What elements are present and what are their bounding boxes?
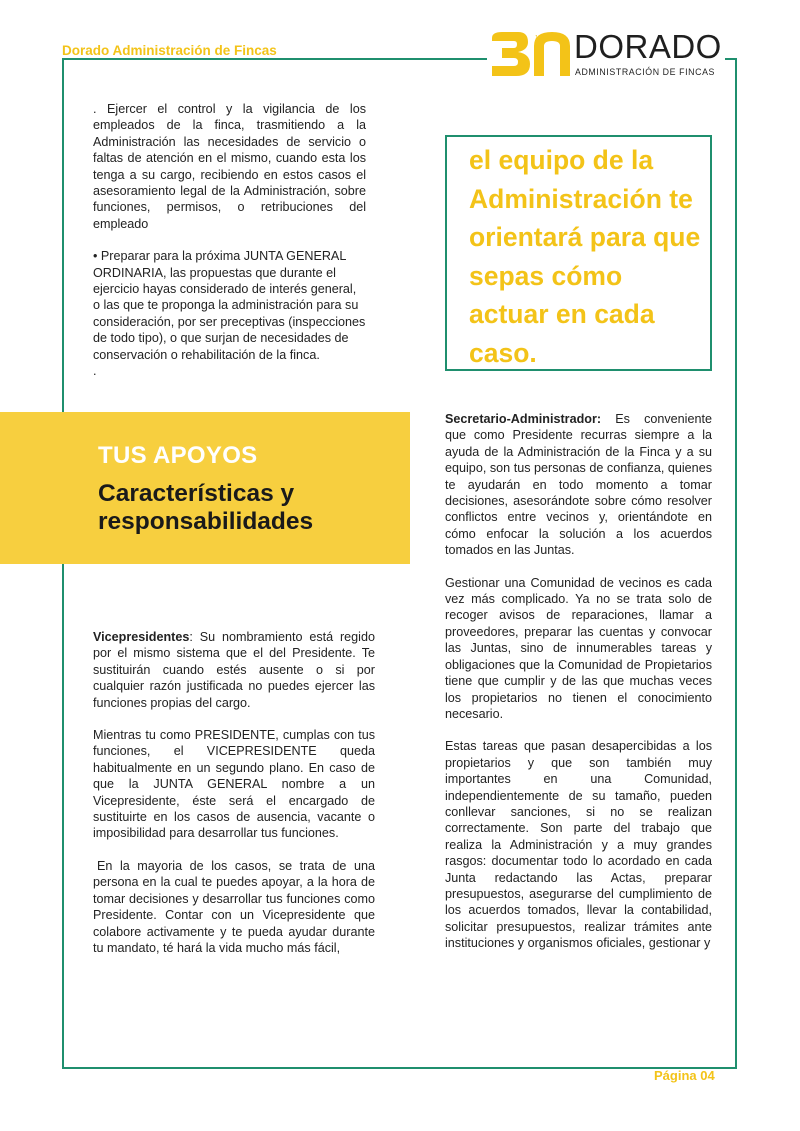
paragraph-gestionar: Gestionar una Comunidad de vecinos es cada vez más complicado. Ya no se trata solo de recoger avisos de reparaciones, llamar a proveedores, preparar las cuentas y convocar las Juntas, sino de innumerables tareas y obligaciones que la Comunidad de Propietarios tiene que cumplir y de las que muchas veces los propietarios no tienen el conocimiento necesario.: [445, 575, 712, 721]
quote-box: [445, 135, 712, 371]
logo-name: DORADO: [574, 28, 722, 65]
logo-years: 1989/2019: [535, 35, 564, 41]
col1-bottom-text: [93, 629, 375, 956]
section-subtitle: Características y responsabilidades: [98, 480, 314, 535]
frame-left-line-lower: [62, 564, 64, 1069]
frame-top-line: [62, 58, 487, 60]
section-header-box: [0, 412, 410, 564]
paragraph-junta-general: • Preparar para la próxima JUNTA GENERAL ORDINARIA, las propuestas que durante el ejercicio hayas considerado de interés general, o las que te proponga la administración para su consideración, por ser preceptivas (inspecciones de todo tipo), o que surjan de necesidades de conservación o rehabilitación de la finca.: [93, 249, 366, 362]
col1-top-text: [93, 101, 366, 380]
section-title: TUS APOYOS: [98, 442, 258, 469]
header-title: Dorado Administración de Fincas: [62, 43, 277, 58]
company-logo: [488, 30, 728, 82]
secretario-label: Secretario-Administrador:: [445, 412, 602, 426]
paragraph-employees: . Ejercer el control y la vigilancia de los empleados de la finca, trasmitiendo a la Administración las necesidades de servicio o faltas de atención en el mismo, cuando esta los tenga a su cargo, recibiendo en estos casos el asesoramiento legal de la Administración, sobre funciones, permisos, o retribuciones del empleado: [93, 102, 366, 231]
paragraph-tareas: Estas tareas que pasan desapercibidas a los propietarios y que son también muy importantes en una Comunidad, independientemente de su tamaño, pueden conllevar sanciones, si no se realizan correctamente. Son parte del trabajo que realiza la Administración y a muy grandes rasgos: documentar todo lo acordado en cada Junta redactando las Actas, preparar presupuestos, asegurarse del cumplimiento de los acuerdos tomados, llevar la contabilidad, solicitar presupuestos, realizar trámites ante instituciones y organismos oficiales, gestionar y: [445, 739, 712, 951]
page-number: Página 04: [654, 1068, 715, 1083]
paragraph-end-dot: .: [93, 364, 97, 379]
paragraph-presidente-funciones: Mientras tu como PRESIDENTE, cumplas con tus funciones, el VICEPRESIDENTE queda habitualmente en un segundo plano. En caso de que la JUNTA GENERAL nombre a un Vicepresidente, éste será el encargado de sustituirte en los casos de ausencia, vacante o imposibilidad para desarrollar tus funciones.: [93, 728, 375, 841]
paragraph-vicepresidentes: [93, 629, 375, 711]
frame-right-line: [735, 58, 737, 1069]
col2-text: [445, 411, 712, 952]
vicepresidentes-label: Vicepresidentes: [93, 630, 190, 644]
paragraph-apoyo: En la mayoria de los casos, se trata de una persona en la cual te puedes apoyar, a la hora de tomar decisiones y desarrollar tus funciones como Presidente. Contar con un Vicepresidente que colabore activamente y te pueda ayudar durante tu mandato, té hará la vida mucho más fácil,: [93, 858, 375, 955]
quote-text: el equipo de la Administración te orientará para que sepas cómo actuar en cada caso.: [469, 145, 701, 368]
frame-left-line-upper: [62, 58, 64, 412]
logo-subtitle: ADMINISTRACIÓN DE FINCAS: [575, 67, 716, 77]
secretario-text: Es conveniente que como Presidente recurras siempre a la ayuda de la Administración de la Finca y a su equipo, son tus personas de confianza, quienes te ayudarán en todo momento a tomar decisiones, asesorándote sobre cómo resolver conflictos entre vecinos y, orientándote en cómo enfocar la solución a los acuerdos tomados en las Juntas.: [445, 412, 712, 558]
frame-bottom-line: [62, 1067, 737, 1069]
vicepresidentes-text: : Su nombramiento está regido por el mismo sistema que el del Presidente. Te sustituirán cuando estés ausente o si por cualquier razón justificada no puedes ejercer las funciones propias del cargo.: [93, 630, 375, 710]
paragraph-secretario: [445, 411, 712, 559]
